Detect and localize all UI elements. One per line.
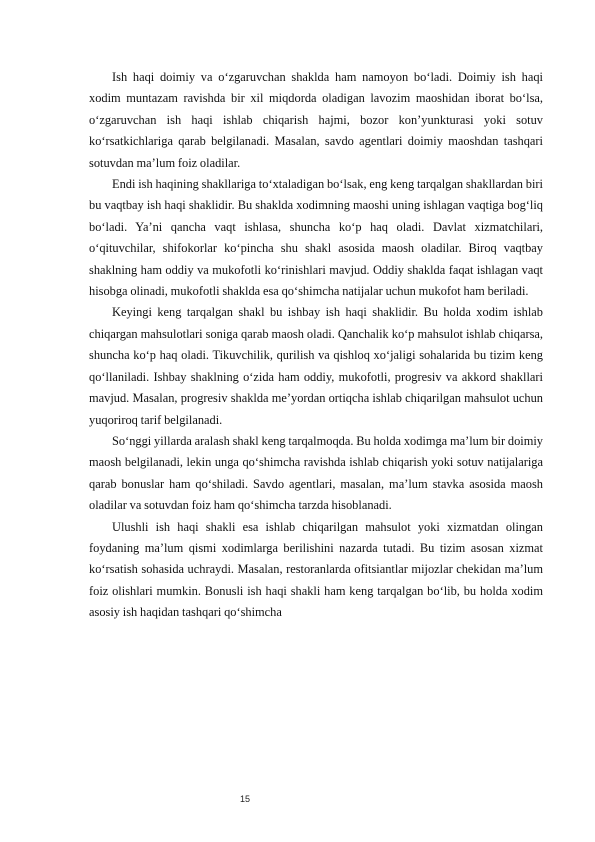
document-body	[89, 67, 543, 624]
paragraph-2: Endi ish haqining shakllariga to‘xtaladigan bo‘lsak, eng keng tarqalgan shakllardan biri bu vaqtbay ish haqi shaklidir. Bu shaklda xodimning maoshi uning ishlagan vaqtiga bog‘liq bo‘ladi. Ya’ni qancha vaqt ishlasa, shuncha ko‘p haq oladi. Davlat xizmatchilari, o‘qituvchilar, shifokorlar ko‘pincha shu shakl asosida maosh oladilar. Biroq vaqtbay shaklning ham oddiy va mukofotli ko‘rinishlari mavjud. Oddiy shaklda faqat ishlagan vaqt hisobga olinadi, mukofotli shaklda esa qo‘shimcha natijalar uchun mukofot ham beriladi.	[89, 177, 543, 299]
page-number: 15	[240, 794, 251, 804]
paragraph-3: Keyingi keng tarqalgan shakl bu ishbay ish haqi shaklidir. Bu holda xodim ishlab chiqargan mahsulotlari soniga qarab maosh oladi. Qanchalik ko‘p mahsulot ishlab chiqarsa, shuncha ko‘p haq oladi. Tikuvchilik, qurilish va qishloq xo‘jaligi sohalarida bu tizim keng qo‘llaniladi. Ishbay shaklning o‘zida ham oddiy, mukofotli, progresiv va akkord shakllari mavjud. Masalan, progresiv shaklda me’yordan ortiqcha ishlab chiqarilgan mahsulot uchun yuqoriroq tarif belgilanadi.	[89, 305, 543, 427]
paragraph-5: Ulushli ish haqi shakli esa ishlab chiqarilgan mahsulot yoki xizmatdan olingan foydaning ma’lum qismi xodimlarga berilishini nazarda tutadi. Bu tizim asosan xizmat ko‘rsatish sohasida uchraydi. Masalan, restoranlarda ofitsiantlar mijozlar chekidan ma’lum foiz olishlari mumkin. Bonusli ish haqi shakli ham keng tarqalgan bo‘lib, bu holda xodim asosiy ish haqidan tashqari qo‘shimcha	[89, 519, 543, 620]
paragraph-1: Ish haqi doimiy va o‘zgaruvchan shaklda ham namoyon bo‘ladi. Doimiy ish haqi xodim muntazam ravishda bir xil miqdorda oladigan lavozim maoshidan iborat bo‘lsa, o‘zgaruvchan ish haqi ishlab chiqarish hajmi, bozor kon’yunkturasi yoki sotuv ko‘rsatkichlariga qarab belgilanadi. Masalan, savdo agentlari doimiy maoshdan tashqari sotuvdan ma’lum foiz oladilar.	[89, 70, 543, 170]
paragraph-4: So‘nggi yillarda aralash shakl keng tarqalmoqda. Bu holda xodimga ma’lum bir doimiy maosh belgilanadi, lekin unga qo‘shimcha ravishda ishlab chiqarish yoki sotuv natijalariga qarab bonuslar ham qo‘shiladi. Savdo agentlari, masalan, ma’lum stavka asosida maosh oladilar va sotuvdan foiz ham qo‘shimcha tarzda hisoblanadi.	[89, 433, 543, 513]
